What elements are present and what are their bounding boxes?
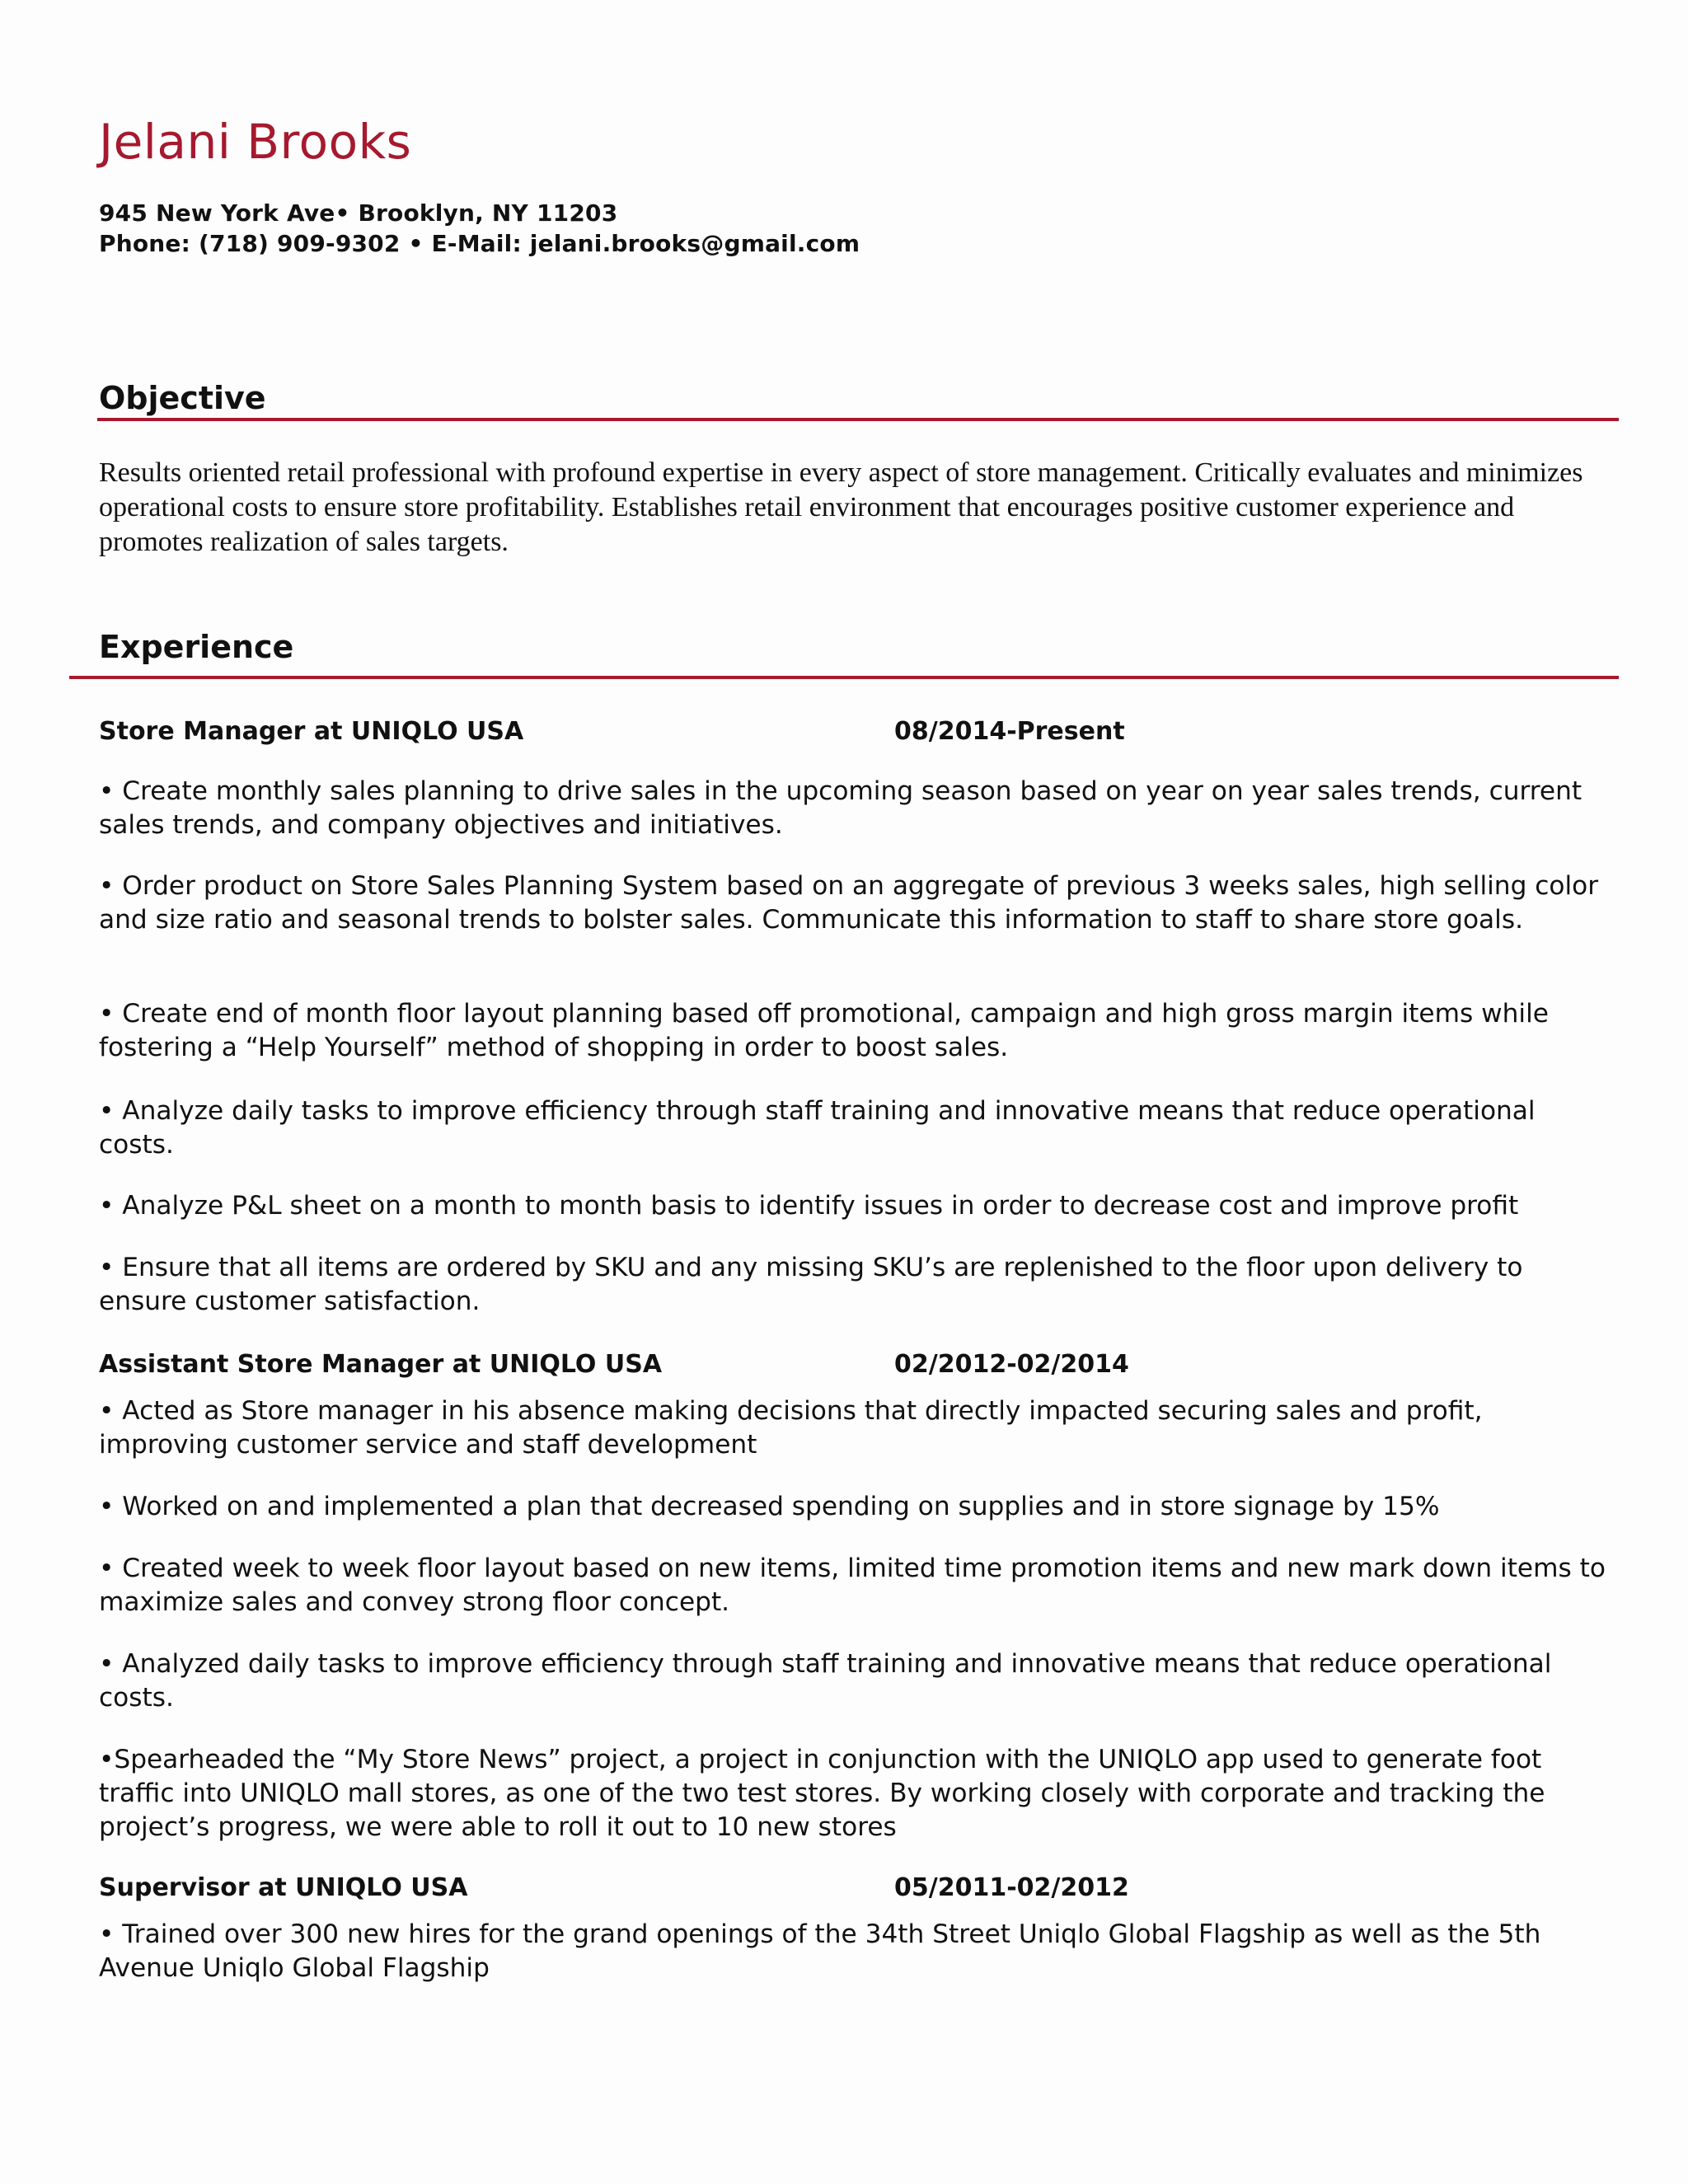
job-title: Supervisor at UNIQLO USA bbox=[99, 1873, 468, 1902]
experience-divider bbox=[69, 676, 1619, 679]
job-bullet: •Spearheaded the “My Store News” project, a project in conjunction with the UNIQLO app used to generate foot traffic into UNIQLO mall stores, as one of the two test stores. By working closely with corporate and tracking the project’s progress, we were able to roll it out to 10 new stores bbox=[99, 1745, 1545, 1842]
job-bullet: • Trained over 300 new hires for the grand openings of the 34th Street Uniqlo Global Flagship as well as the 5th Avenue Uniqlo Global Flagship bbox=[99, 1919, 1541, 1983]
job-bullet: • Order product on Store Sales Planning System based on an aggregate of previous 3 weeks sales, high selling color and size ratio and seasonal trends to bolster sales. Communicate this information to staff to share store goals. bbox=[99, 871, 1599, 935]
job-dates: 05/2011-02/2012 bbox=[894, 1873, 1129, 1902]
job-title: Assistant Store Manager at UNIQLO USA bbox=[99, 1350, 663, 1379]
job-dates: 02/2012-02/2014 bbox=[894, 1350, 1129, 1379]
job-title: Store Manager at UNIQLO USA bbox=[99, 717, 524, 746]
objective-heading: Objective bbox=[99, 380, 266, 416]
objective-text: Results oriented retail professional with profound expertise in every aspect of store management. Critically evaluates and minimizes operational costs to ensure store profitability. Establishes retail environment that encourages positive customer experience and promotes realization of sales targets. bbox=[99, 457, 1583, 557]
job-bullet: • Worked on and implemented a plan that decreased spending on supplies and in store signage by 15% bbox=[99, 1492, 1440, 1521]
contact-line: Phone: (718) 909-9302 • E-Mail: jelani.brooks@gmail.com bbox=[99, 230, 860, 257]
job-dates: 08/2014-Present bbox=[894, 717, 1125, 746]
objective-divider bbox=[97, 418, 1619, 421]
job-bullet: • Analyze P&L sheet on a month to month basis to identify issues in order to decrease cost and improve profit bbox=[99, 1191, 1519, 1221]
candidate-name: Jelani Brooks bbox=[99, 114, 412, 170]
job-bullet: • Create monthly sales planning to drive sales in the upcoming season based on year on year sales trends, current sales trends, and company objectives and initiatives. bbox=[99, 776, 1582, 840]
job-bullet: • Acted as Store manager in his absence making decisions that directly impacted securing sales and profit, improving customer service and staff development bbox=[99, 1396, 1483, 1460]
address-line: 945 New York Ave• Brooklyn, NY 11203 bbox=[99, 199, 618, 227]
job-bullet: • Analyze daily tasks to improve efficiency through staff training and innovative means that reduce operational costs. bbox=[99, 1096, 1536, 1160]
job-bullet: • Created week to week floor layout based on new items, limited time promotion items and new mark down items to maximize sales and convey strong floor concept. bbox=[99, 1554, 1606, 1617]
experience-heading: Experience bbox=[99, 629, 294, 665]
job-bullet: • Ensure that all items are ordered by SKU and any missing SKU’s are replenished to the floor upon delivery to ensure customer satisfaction. bbox=[99, 1253, 1523, 1316]
job-bullet: • Analyzed daily tasks to improve efficiency through staff training and innovative means that reduce operational costs. bbox=[99, 1649, 1552, 1713]
job-bullet: • Create end of month floor layout planning based off promotional, campaign and high gross margin items while fostering a “Help Yourself” method of shopping in order to boost sales. bbox=[99, 999, 1549, 1062]
